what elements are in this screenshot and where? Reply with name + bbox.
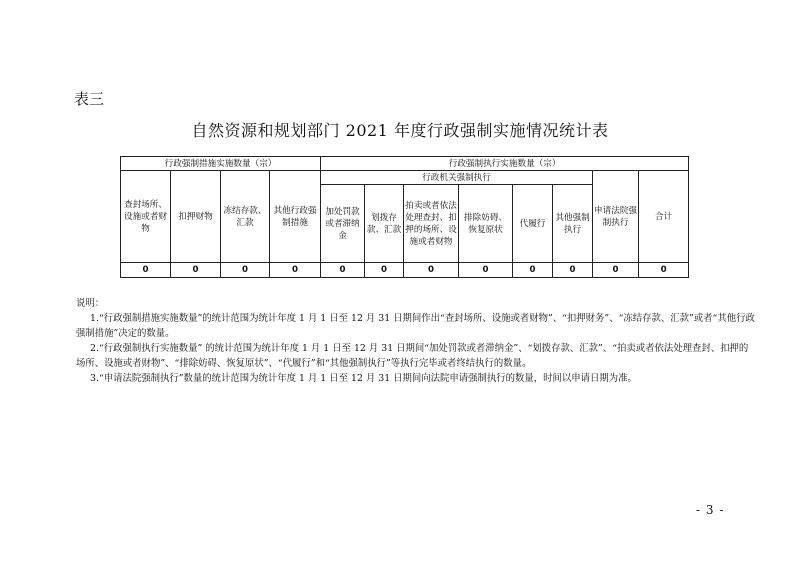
col-header-transfer: 划拨存款、汇款 (365, 185, 404, 263)
value-cell: 0 (270, 263, 321, 278)
value-cell: 0 (404, 263, 459, 278)
col-header-penalty: 加处罚款或者滞纳金 (321, 185, 365, 263)
col-header-court-execution: 申请法院强制执行 (593, 171, 639, 263)
col-header-total: 合计 (639, 171, 689, 263)
value-cell: 0 (321, 263, 365, 278)
value-cell: 0 (593, 263, 639, 278)
statistics-table (120, 156, 689, 278)
col-header-substitute-performance: 代履行 (513, 185, 553, 263)
col-header-auction: 拍卖或者依法处理查封、扣押的场所、设施或者财物 (404, 185, 459, 263)
col-header-remove-obstruction: 排除妨碍、恢复原状 (459, 185, 513, 263)
value-cell: 0 (171, 263, 221, 278)
note-item: 3.“申请法院强制执行”数量的统计范围为统计年度 1 月 1 日至 12 月 31 日期间向法院申请强制执行的数量，时间以申请日期为准。 (90, 373, 637, 384)
header-admin-measures: 行政强制措施实施数量（宗） (121, 157, 321, 171)
value-cell: 0 (365, 263, 404, 278)
note-item: 1.“行政强制措施实施数量”的统计范围为统计年度 1 月 1 日至 12 月 31 日期间作出“查封场所、设施或者财物”、“扣押财务”、“冻结存款、汇款”或者“其他行政强制措施”决定的数量。 (76, 313, 755, 339)
col-header-seal-up: 查封场所、设施或者财物 (121, 171, 171, 263)
col-header-other-execution: 其他强制执行 (553, 185, 593, 263)
value-cell: 0 (513, 263, 553, 278)
page-number: - 3 - (696, 503, 725, 517)
value-cell: 0 (221, 263, 270, 278)
value-cell: 0 (459, 263, 513, 278)
col-header-other-measures: 其他行政强制措施 (270, 171, 321, 263)
col-header-freeze: 冻结存款、汇款 (221, 171, 270, 263)
value-cell: 0 (639, 263, 689, 278)
col-header-seize: 扣押财物 (171, 171, 221, 263)
notes-heading: 说明： (76, 298, 105, 309)
value-cell: 0 (553, 263, 593, 278)
header-admin-organ-execution: 行政机关强制执行 (321, 171, 593, 185)
value-cell: 0 (121, 263, 171, 278)
document-title: 自然资源和规划部门 2021 年度行政强制实施情况统计表 (191, 121, 609, 140)
header-admin-execution: 行政强制执行实施数量（宗） (321, 157, 689, 171)
table-row-values (121, 263, 689, 278)
notes-section (76, 296, 756, 386)
page-label: 表三 (74, 90, 105, 108)
note-item: 2.“行政强制执行实施数量” 的统计范围为统计年度 1 月 1 日至 12 月 31 日期间“加处罚款或者滞纳金”、“划拨存款、汇款”、“拍卖或者依法处理查封、扣押的场所、设施或者财物”、“排除妨碍、恢复原状”、“代履行”和“其他强制执行”等执行完毕或者终结执行的数量。 (76, 343, 749, 369)
